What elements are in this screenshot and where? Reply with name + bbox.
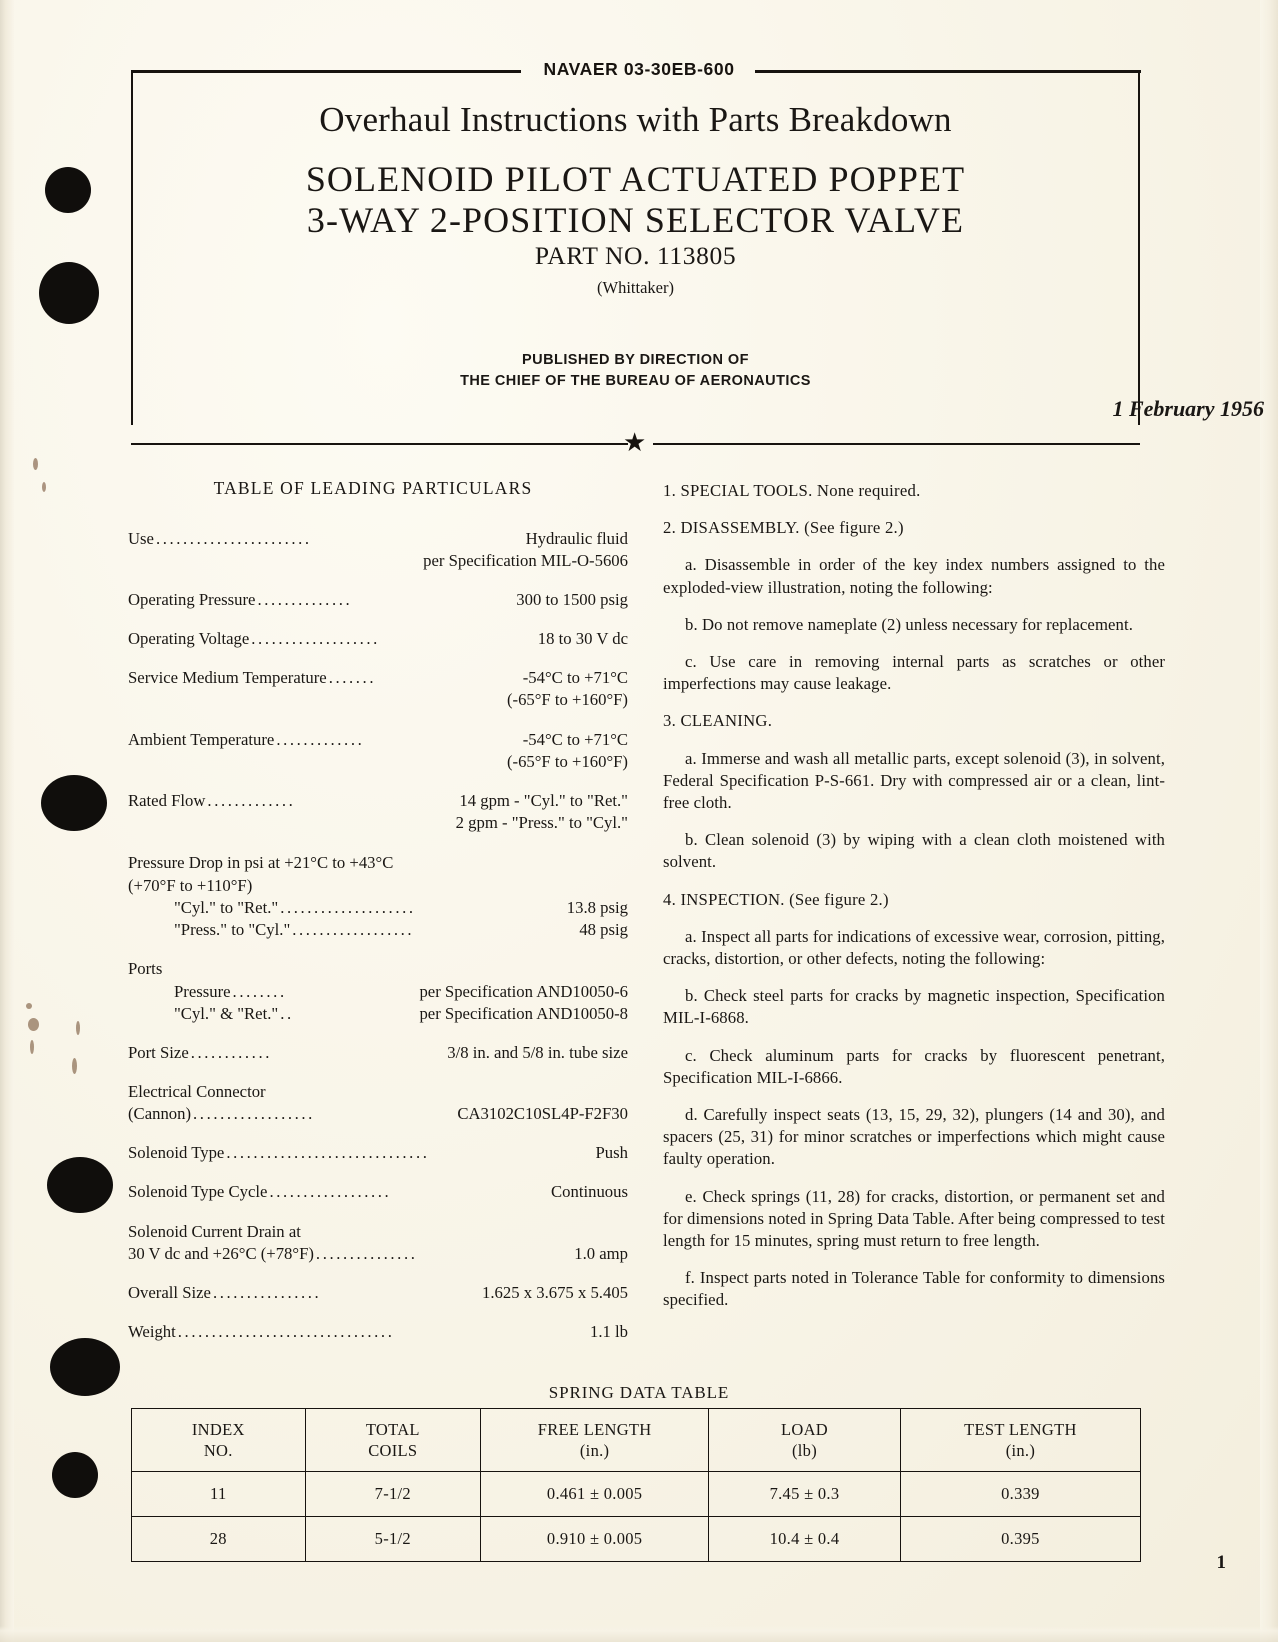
particular-value: per Specification AND10050-8 [419,1003,628,1023]
leader-dots: ....................... [155,528,312,548]
scan-speck [26,1003,32,1009]
particular-line [128,589,628,611]
pressure-drop-group [128,852,628,941]
particular-row [128,589,628,611]
particular-label: "Press." to "Cyl." [174,920,291,940]
table-cell: 0.461 ± 0.005 [481,1472,709,1517]
particular-label: Overall Size [128,1283,211,1303]
particular-label: Operating Voltage [128,629,250,649]
procedure-heading: 3. CLEANING. [663,711,773,731]
particular-value: per Specification AND10050-6 [419,981,628,1001]
particular-value: CA3102C10SL4P-F2F30 [457,1104,628,1124]
particular-label: "Cyl." to "Ret." [174,898,279,918]
particular-line [128,667,628,689]
header-line-2: COILS [368,1441,418,1460]
table-cell: 7.45 ± 0.3 [709,1472,901,1517]
procedures-body [663,480,1165,1312]
punch-hole [41,775,107,831]
particular-label: Service Medium Temperature [128,668,327,688]
particular-row [128,628,628,650]
particular-row [128,729,628,774]
procedure-heading: 1. SPECIAL TOOLS. None required. [663,481,921,500]
table-column-header [481,1409,709,1472]
publication-date: 1 February 1956 [1112,396,1264,421]
leader-dots: .............. [257,590,353,610]
leader-dots: ............... [315,1244,418,1264]
table-cell: 0.339 [900,1472,1140,1517]
electrical-connector-heading: Electrical Connector [128,1081,266,1101]
particular-value: 1.1 lb [589,1322,628,1342]
particular-value: 300 to 1500 psig [516,590,628,610]
leading-particulars-body [128,528,628,1344]
punch-hole [45,167,91,213]
part-number: PART NO. 113805 [534,241,737,270]
particular-line [128,1042,628,1064]
particular-row [128,528,628,573]
navaer-id: NAVAER 03-30EB-600 [543,59,735,79]
particular-label: Pressure [174,981,231,1001]
procedure-paragraph: e. Check springs (11, 28) for cracks, distortion, or permanent set and for dimensions noted in Spring Data Table. After being compressed to test length for 15 minutes, spring must return to free length. [663,1186,1165,1251]
procedure-heading: 2. DISASSEMBLY. (See figure 2.) [663,518,904,538]
particular-value: 1.625 x 3.675 x 5.405 [481,1283,628,1303]
ports-group [128,958,628,1025]
procedure-paragraph: b. Check steel parts for cracks by magnetic inspection, Specification MIL-I-6868. [663,986,1165,1028]
table-column-header [900,1409,1140,1472]
table-cell: 0.910 ± 0.005 [481,1517,709,1562]
procedure-paragraph: d. Carefully inspect seats (13, 15, 29, 32), plungers (14 and 30), and spacers (25, 31) for minor scratches or imperfections which might cause faulty operation. [663,1105,1165,1169]
procedure-paragraph: b. Do not remove nameplate (2) unless necessary for replacement. [685,614,1133,634]
particular-value: 1.0 amp [574,1244,628,1264]
table-cell: 10.4 ± 0.4 [709,1517,901,1562]
divider-line-left [131,443,628,445]
ports-heading: Ports [128,959,163,979]
page-title-line-2: 3-WAY 2-POSITION SELECTOR VALVE [306,200,965,240]
particular-row [128,667,628,712]
particular-line [128,1243,628,1265]
particular-line [128,1103,628,1125]
particular-line [128,897,628,919]
star-icon: ★ [623,428,647,457]
leader-dots: ........ [232,981,287,1001]
particular-row [128,1321,628,1343]
particular-subvalue: 2 gpm - "Press." to "Cyl." [455,813,628,833]
particular-label: Operating Pressure [128,590,256,610]
spring-data-table-title: SPRING DATA TABLE [548,1383,730,1402]
leader-dots: ............. [276,729,365,749]
scan-speck [72,1058,77,1074]
scan-speck [76,1021,80,1035]
leader-dots: ....... [328,668,377,688]
header-line-1: FREE LENGTH [537,1419,652,1439]
particular-value: 18 to 30 V dc [537,629,628,649]
leader-dots: .................. [292,920,415,940]
header-line-1: LOAD [780,1419,828,1439]
spring-data-table [131,1408,1141,1562]
leader-dots: .................. [193,1104,315,1124]
table-row [132,1472,1141,1517]
particular-label: "Cyl." & "Ret." [174,1003,279,1023]
particular-label: 30 V dc and +26°C (+78°F) [128,1244,314,1264]
particular-label: Ambient Temperature [128,729,275,749]
procedure-paragraph: b. Clean solenoid (3) by wiping with a clean cloth moistened with solvent. [663,830,1165,872]
leader-dots: ............ [190,1042,272,1062]
punch-hole [52,1452,98,1498]
particular-label: (Cannon) [128,1104,192,1124]
table-cell: 11 [132,1472,306,1517]
punch-hole [39,262,99,324]
header-line-2: (in.) [579,1441,610,1460]
particular-line [128,729,628,751]
particular-subvalue: (-65°F to +160°F) [506,690,628,710]
star-divider [131,428,1140,457]
table-cell: 5-1/2 [305,1517,481,1562]
leader-dots: ................ [212,1283,322,1303]
leading-particulars-column [128,480,628,1360]
particular-label: Use [128,528,154,548]
table-cell: 28 [132,1517,306,1562]
particular-line [128,1142,628,1164]
divider-line-right [653,443,1140,445]
particular-line [128,1181,628,1203]
procedure-paragraph: c. Check aluminum parts for cracks by fluorescent penetrant, Specification MIL-I-6866. [663,1045,1165,1087]
particular-line [128,1003,628,1025]
current-drain-heading: Solenoid Current Drain at [128,1221,301,1241]
particular-label: Port Size [128,1042,189,1062]
pressure-drop-heading-line: Pressure Drop in psi at +21°C to +43°C [128,852,394,872]
particular-row [128,1282,628,1304]
particular-label: Rated Flow [128,791,206,811]
manufacturer-name: (Whittaker) [597,278,674,297]
particular-value: -54°C to +71°C [522,729,628,749]
scan-speck [30,1040,34,1054]
particular-line [128,790,628,812]
particular-row [128,790,628,835]
particular-line [128,919,628,941]
particular-value: Continuous [551,1182,628,1202]
table-header-row [132,1409,1141,1472]
scan-speck [42,482,46,492]
particular-line [128,1321,628,1343]
particular-label: Weight [128,1322,176,1342]
particular-value: -54°C to +71°C [522,668,628,688]
publisher-line-2: THE CHIEF OF THE BUREAU OF AERONAUTICS [460,373,811,389]
pressure-drop-heading-line: (+70°F to +110°F) [128,875,253,895]
table-body [132,1472,1141,1562]
procedure-paragraph: a. Disassemble in order of the key index numbers assigned to the exploded-view illustration, noting the following: [663,555,1165,597]
particular-line [128,528,628,550]
spring-data-table-wrapper [131,1408,1141,1562]
leader-dots: ................................ [177,1322,395,1342]
particular-row [128,1042,628,1064]
leader-dots: .................... [280,898,416,918]
particular-subvalue: (-65°F to +160°F) [506,751,628,771]
particular-row [128,1181,628,1203]
scan-speck [28,1018,39,1031]
header-line-2: (in.) [1005,1441,1036,1460]
leader-dots: .................. [269,1182,392,1202]
leading-particulars-heading: TABLE OF LEADING PARTICULARS [213,478,533,498]
particular-value: 13.8 psig [566,898,628,918]
procedure-paragraph: f. Inspect parts noted in Tolerance Table for conformity to dimensions specified. [663,1268,1165,1310]
current-drain-group [128,1221,628,1266]
particular-subvalue: per Specification MIL-O-5606 [423,550,628,570]
particular-value: 14 gpm - "Cyl." to "Ret." [459,791,628,811]
table-column-header [305,1409,481,1472]
procedure-paragraph: c. Use care in removing internal parts as scratches or other imperfections may cause leakage. [663,652,1165,694]
page-number: 1 [1216,1552,1226,1573]
procedures-column [663,480,1165,1327]
particular-line [128,981,628,1003]
particular-value: Hydraulic fluid [525,528,628,548]
header-line-1: TEST LENGTH [964,1419,1077,1439]
header-line-2: NO. [203,1441,233,1460]
particular-row [128,1142,628,1164]
header-line-1: INDEX [191,1419,245,1439]
subtitle-overhaul: Overhaul Instructions with Parts Breakdown [319,100,952,139]
paper-edge-bottom [0,1626,1278,1642]
table-column-header [709,1409,901,1472]
particular-label: Solenoid Type [128,1143,225,1163]
page-title-line-1: SOLENOID PILOT ACTUATED POPPET [305,159,966,199]
leader-dots: .. [280,1003,294,1023]
table-column-header [132,1409,306,1472]
header-line-2: (lb) [791,1441,817,1460]
leader-dots: ............. [207,791,296,811]
particular-label: Solenoid Type Cycle [128,1182,268,1202]
table-row [132,1517,1141,1562]
scan-speck [33,458,38,470]
procedure-heading: 4. INSPECTION. (See figure 2.) [663,889,889,909]
particular-line [128,1282,628,1304]
header-line-1: TOTAL [365,1419,420,1439]
particular-line [128,628,628,650]
particular-value: 48 psig [579,920,628,940]
table-cell: 7-1/2 [305,1472,481,1517]
publisher-line-1: PUBLISHED BY DIRECTION OF [522,352,749,368]
procedure-paragraph: a. Immerse and wash all metallic parts, except solenoid (3), in solvent, Federal Specification P-S-661. Dry with compressed air or a clean, lint-free cloth. [663,748,1165,813]
leader-dots: .............................. [226,1143,430,1163]
particular-value: Push [595,1143,628,1163]
leader-dots: ................... [251,629,380,649]
particular-value: 3/8 in. and 5/8 in. tube size [447,1042,628,1062]
procedure-paragraph: a. Inspect all parts for indications of excessive wear, corrosion, pitting, cracks, distortion, or other defects, noting the following: [663,926,1165,969]
punch-hole [47,1157,113,1213]
table-cell: 0.395 [900,1517,1140,1562]
electrical-connector-group [128,1081,628,1126]
